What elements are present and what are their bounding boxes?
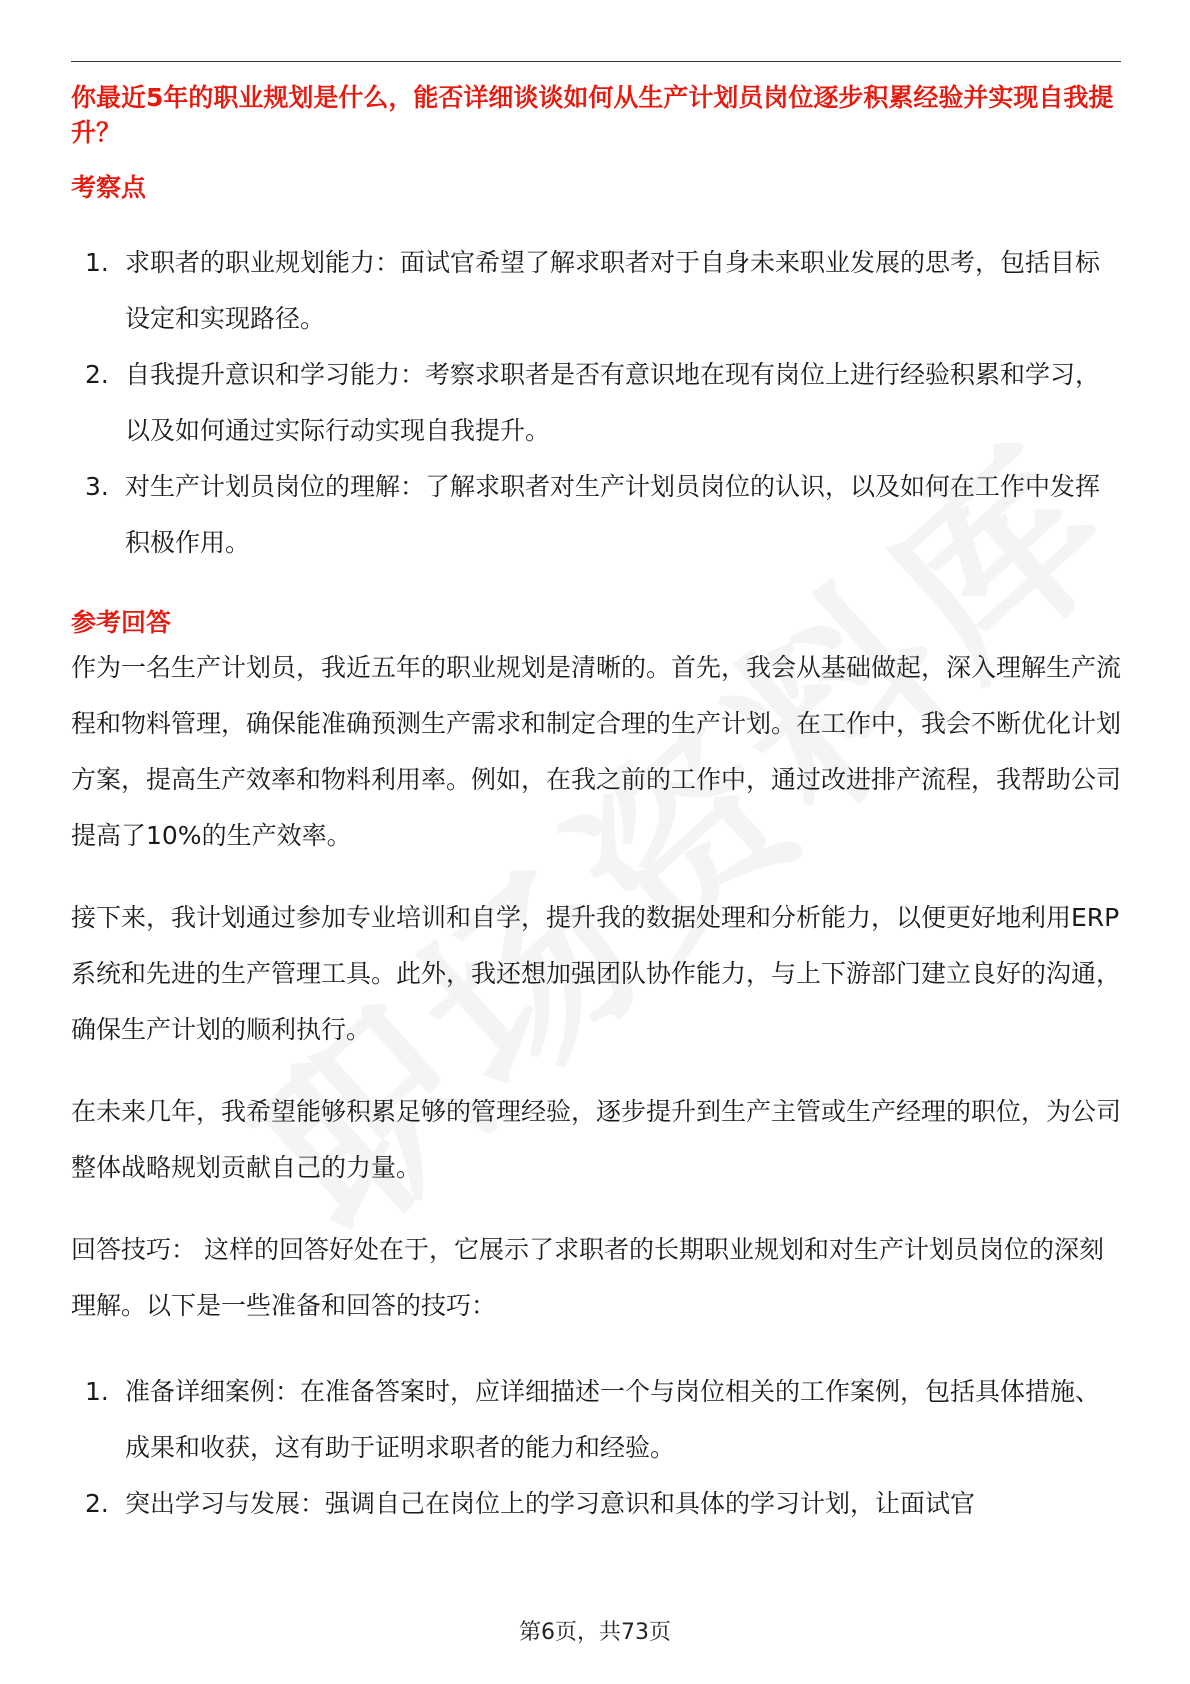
answer-paragraph: 作为一名生产计划员，我近五年的职业规划是清晰的。首先，我会从基础做起，深入理解生产流程和物料管理，确保能准确预测生产需求和制定合理的生产计划。在工作中，我会不断优化计划方案，提高生产效率和物料利用率。例如，在我之前的工作中，通过改进排产流程，我帮助公司提高了10%的生产效率。 xyxy=(71,653,1122,850)
list-text: 求职者的职业规划能力：面试官希望了解求职者对于自身未来职业发展的思考，包括目标设定和实现路径。 xyxy=(125,248,1101,333)
page-content xyxy=(71,80,1121,1532)
list-item xyxy=(71,1476,1121,1532)
page-number: 第6页，共73页 xyxy=(519,1620,671,1645)
list-item xyxy=(71,347,1121,459)
list-number: 1. xyxy=(85,1377,109,1406)
answer-tips-intro: 回答技巧： 这样的回答好处在于，它展示了求职者的长期职业规划和对生产计划员岗位的深刻理解。以下是一些准备和回答的技巧： xyxy=(71,1235,1104,1320)
list-text: 准备详细案例：在准备答案时，应详细描述一个与岗位相关的工作案例，包括具体措施、成果和收获，这有助于证明求职者的能力和经验。 xyxy=(125,1377,1101,1462)
list-item xyxy=(71,459,1121,571)
list-text: 突出学习与发展：强调自己在岗位上的学习意识和具体的学习计划，让面试官 xyxy=(125,1489,976,1518)
answer-paragraph: 在未来几年，我希望能够积累足够的管理经验，逐步提升到生产主管或生产经理的职位，为公司整体战略规划贡献自己的力量。 xyxy=(71,1097,1122,1182)
list-item xyxy=(71,235,1121,347)
exam-points-list xyxy=(71,235,1121,571)
list-item xyxy=(71,1364,1121,1476)
question-heading: 你最近5年的职业规划是什么，能否详细谈谈如何从生产计划员岗位逐步积累经验并实现自我提升？ xyxy=(71,83,1114,147)
top-divider xyxy=(71,61,1121,62)
list-text: 对生产计划员岗位的理解：了解求职者对生产计划员岗位的认识，以及如何在工作中发挥积极作用。 xyxy=(125,472,1101,557)
list-number: 2. xyxy=(85,1489,109,1518)
reference-answer-title: 参考回答 xyxy=(71,608,172,637)
list-number: 3. xyxy=(85,472,109,501)
list-number: 2. xyxy=(85,360,109,389)
answer-paragraph: 接下来，我计划通过参加专业培训和自学，提升我的数据处理和分析能力，以便更好地利用ERP系统和先进的生产管理工具。此外，我还想加强团队协作能力，与上下游部门建立良好的沟通，确保生产计划的顺利执行。 xyxy=(71,903,1122,1044)
exam-points-title: 考察点 xyxy=(71,173,147,202)
list-number: 1. xyxy=(85,248,109,277)
list-text: 自我提升意识和学习能力：考察求职者是否有意识地在现有岗位上进行经验积累和学习，以及如何通过实际行动实现自我提升。 xyxy=(125,360,1101,445)
answer-tips-list xyxy=(71,1364,1121,1532)
